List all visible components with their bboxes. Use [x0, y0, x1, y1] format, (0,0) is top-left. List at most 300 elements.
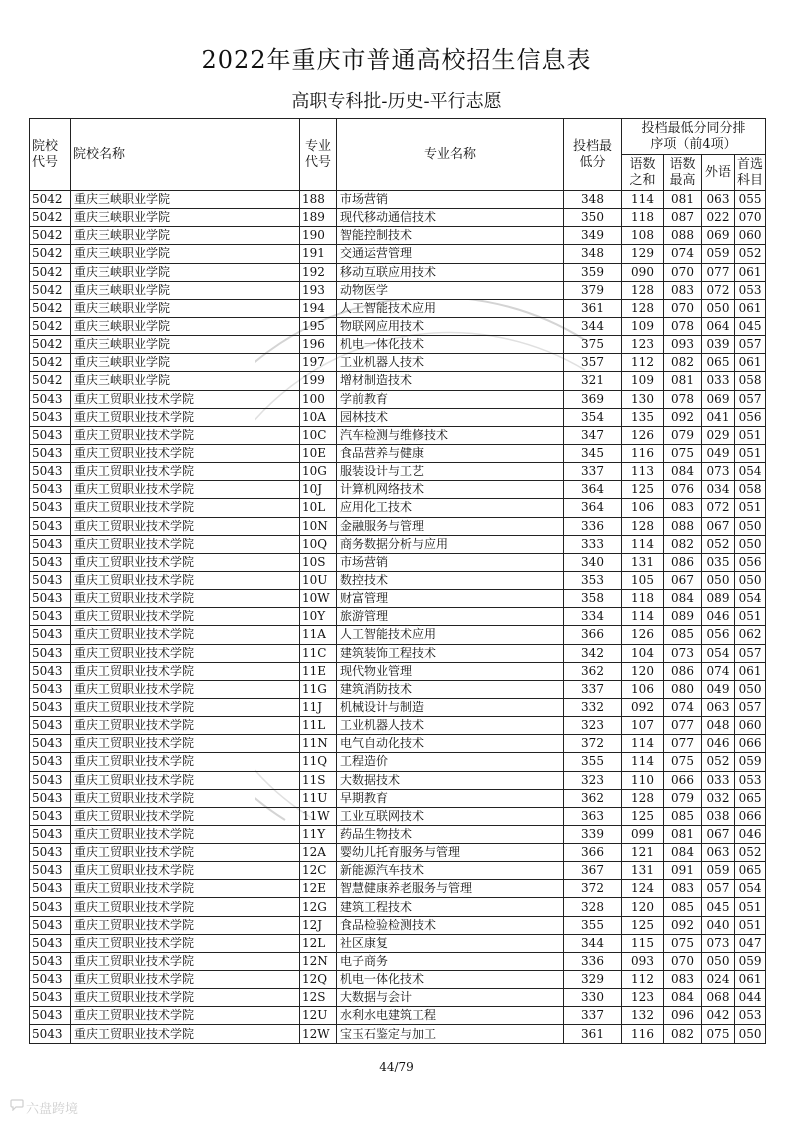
- chn-math-sum-cell: 104: [622, 644, 664, 662]
- min-score-cell: 344: [564, 317, 622, 335]
- chn-math-sum-cell: 124: [622, 880, 664, 898]
- school-code-cell: 5043: [30, 499, 71, 517]
- min-score-cell: 337: [564, 463, 622, 481]
- min-score-cell: 355: [564, 753, 622, 771]
- school-name-cell: 重庆工贸职业技术学院: [71, 880, 300, 898]
- major-code-cell: 11N: [300, 735, 337, 753]
- english-cell: 034: [702, 481, 735, 499]
- chn-math-max-cell: 084: [664, 463, 702, 481]
- major-name-cell: 工业互联网技术: [337, 807, 564, 825]
- major-code-cell: 197: [300, 354, 337, 372]
- table-row: [30, 952, 766, 970]
- chn-math-sum-cell: 125: [622, 916, 664, 934]
- min-score-cell: 347: [564, 426, 622, 444]
- first-subject-cell: 056: [735, 408, 766, 426]
- major-name-cell: 现代物业管理: [337, 662, 564, 680]
- major-code-cell: 10Q: [300, 535, 337, 553]
- chn-math-sum-cell: 126: [622, 626, 664, 644]
- major-name-cell: 人工智能技术应用: [337, 299, 564, 317]
- school-name-cell: 重庆工贸职业技术学院: [71, 789, 300, 807]
- english-cell: 022: [702, 209, 735, 227]
- english-cell: 033: [702, 771, 735, 789]
- first-subject-cell: 061: [735, 299, 766, 317]
- school-name-cell: 重庆工贸职业技术学院: [71, 463, 300, 481]
- chn-math-sum-cell: 109: [622, 317, 664, 335]
- major-name-cell: 应用化工技术: [337, 499, 564, 517]
- first-subject-cell: 056: [735, 553, 766, 571]
- school-name-cell: 重庆工贸职业技术学院: [71, 753, 300, 771]
- table-row: [30, 971, 766, 989]
- major-code-cell: 11L: [300, 717, 337, 735]
- english-cell: 068: [702, 989, 735, 1007]
- school-code-cell: 5042: [30, 317, 71, 335]
- major-name-cell: 数控技术: [337, 571, 564, 589]
- major-name-cell: 婴幼儿托育服务与管理: [337, 844, 564, 862]
- header-school-code: 院校代号: [30, 119, 71, 191]
- school-name-cell: 重庆工贸职业技术学院: [71, 952, 300, 970]
- major-code-cell: 188: [300, 191, 337, 209]
- school-code-cell: 5043: [30, 1025, 71, 1043]
- chn-math-max-cell: 087: [664, 209, 702, 227]
- school-name-cell: 重庆三峡职业学院: [71, 336, 300, 354]
- major-name-cell: 移动互联应用技术: [337, 263, 564, 281]
- chn-math-max-cell: 089: [664, 608, 702, 626]
- major-code-cell: 12N: [300, 952, 337, 970]
- english-cell: 064: [702, 317, 735, 335]
- header-english: 外语: [702, 155, 735, 191]
- major-name-cell: 物联网应用技术: [337, 317, 564, 335]
- school-code-cell: 5043: [30, 571, 71, 589]
- major-code-cell: 12S: [300, 989, 337, 1007]
- major-code-cell: 12C: [300, 862, 337, 880]
- chn-math-max-cell: 079: [664, 789, 702, 807]
- chn-math-max-cell: 083: [664, 281, 702, 299]
- chn-math-sum-cell: 132: [622, 1007, 664, 1025]
- chn-math-sum-cell: 123: [622, 989, 664, 1007]
- chn-math-sum-cell: 105: [622, 571, 664, 589]
- chn-math-max-cell: 085: [664, 626, 702, 644]
- major-name-cell: 金融服务与管理: [337, 517, 564, 535]
- school-code-cell: 5043: [30, 463, 71, 481]
- major-name-cell: 市场营销: [337, 553, 564, 571]
- chn-math-max-cell: 082: [664, 535, 702, 553]
- major-name-cell: 市场营销: [337, 191, 564, 209]
- chn-math-max-cell: 066: [664, 771, 702, 789]
- major-code-cell: 12E: [300, 880, 337, 898]
- first-subject-cell: 054: [735, 590, 766, 608]
- chn-math-sum-cell: 108: [622, 227, 664, 245]
- table-row: [30, 844, 766, 862]
- table-row: [30, 934, 766, 952]
- english-cell: 046: [702, 608, 735, 626]
- major-code-cell: 10A: [300, 408, 337, 426]
- major-code-cell: 12J: [300, 916, 337, 934]
- school-code-cell: 5043: [30, 680, 71, 698]
- major-code-cell: 192: [300, 263, 337, 281]
- first-subject-cell: 054: [735, 880, 766, 898]
- school-name-cell: 重庆工贸职业技术学院: [71, 608, 300, 626]
- chn-math-max-cell: 084: [664, 989, 702, 1007]
- chn-math-max-cell: 070: [664, 299, 702, 317]
- major-code-cell: 10L: [300, 499, 337, 517]
- first-subject-cell: 050: [735, 680, 766, 698]
- school-code-cell: 5043: [30, 408, 71, 426]
- major-name-cell: 早期教育: [337, 789, 564, 807]
- chn-math-max-cell: 084: [664, 844, 702, 862]
- table-row: [30, 825, 766, 843]
- chn-math-sum-cell: 114: [622, 535, 664, 553]
- chn-math-sum-cell: 115: [622, 934, 664, 952]
- chn-math-max-cell: 079: [664, 426, 702, 444]
- min-score-cell: 348: [564, 191, 622, 209]
- table-row: [30, 608, 766, 626]
- english-cell: 089: [702, 590, 735, 608]
- first-subject-cell: 051: [735, 608, 766, 626]
- school-name-cell: 重庆工贸职业技术学院: [71, 444, 300, 462]
- chn-math-max-cell: 077: [664, 717, 702, 735]
- min-score-cell: 350: [564, 209, 622, 227]
- major-name-cell: 智能控制技术: [337, 227, 564, 245]
- table-row: [30, 444, 766, 462]
- school-name-cell: 重庆工贸职业技术学院: [71, 717, 300, 735]
- min-score-cell: 333: [564, 535, 622, 553]
- major-name-cell: 智慧健康养老服务与管理: [337, 880, 564, 898]
- table-row: [30, 517, 766, 535]
- major-code-cell: 194: [300, 299, 337, 317]
- english-cell: 038: [702, 807, 735, 825]
- major-name-cell: 现代移动通信技术: [337, 209, 564, 227]
- major-name-cell: 建筑工程技术: [337, 898, 564, 916]
- chn-math-max-cell: 076: [664, 481, 702, 499]
- english-cell: 039: [702, 336, 735, 354]
- table-row: [30, 1025, 766, 1043]
- chn-math-max-cell: 081: [664, 191, 702, 209]
- english-cell: 074: [702, 662, 735, 680]
- table-row: [30, 735, 766, 753]
- chn-math-sum-cell: 114: [622, 753, 664, 771]
- min-score-cell: 358: [564, 590, 622, 608]
- min-score-cell: 362: [564, 789, 622, 807]
- school-name-cell: 重庆三峡职业学院: [71, 245, 300, 263]
- english-cell: 042: [702, 1007, 735, 1025]
- first-subject-cell: 061: [735, 263, 766, 281]
- english-cell: 069: [702, 390, 735, 408]
- chn-math-max-cell: 078: [664, 390, 702, 408]
- min-score-cell: 339: [564, 825, 622, 843]
- first-subject-cell: 051: [735, 499, 766, 517]
- first-subject-cell: 059: [735, 952, 766, 970]
- chn-math-max-cell: 081: [664, 372, 702, 390]
- first-subject-cell: 047: [735, 934, 766, 952]
- header-major-code: 专业代号: [300, 119, 337, 191]
- chn-math-max-cell: 088: [664, 227, 702, 245]
- school-name-cell: 重庆三峡职业学院: [71, 372, 300, 390]
- chn-math-sum-cell: 114: [622, 735, 664, 753]
- chn-math-sum-cell: 118: [622, 590, 664, 608]
- major-name-cell: 机电一体化技术: [337, 971, 564, 989]
- first-subject-cell: 057: [735, 390, 766, 408]
- major-code-cell: 190: [300, 227, 337, 245]
- major-code-cell: 11G: [300, 680, 337, 698]
- table-row: [30, 535, 766, 553]
- first-subject-cell: 054: [735, 463, 766, 481]
- chn-math-max-cell: 093: [664, 336, 702, 354]
- chn-math-max-cell: 077: [664, 735, 702, 753]
- first-subject-cell: 060: [735, 227, 766, 245]
- chn-math-sum-cell: 128: [622, 517, 664, 535]
- school-name-cell: 重庆工贸职业技术学院: [71, 517, 300, 535]
- chn-math-max-cell: 085: [664, 807, 702, 825]
- chn-math-sum-cell: 125: [622, 807, 664, 825]
- chn-math-max-cell: 096: [664, 1007, 702, 1025]
- chn-math-max-cell: 070: [664, 952, 702, 970]
- english-cell: 033: [702, 372, 735, 390]
- school-code-cell: 5043: [30, 971, 71, 989]
- school-code-cell: 5043: [30, 880, 71, 898]
- chn-math-sum-cell: 110: [622, 771, 664, 789]
- major-code-cell: 11Y: [300, 825, 337, 843]
- school-name-cell: 重庆工贸职业技术学院: [71, 934, 300, 952]
- first-subject-cell: 070: [735, 209, 766, 227]
- school-code-cell: 5043: [30, 952, 71, 970]
- watermark-text: 六盘跨境: [26, 1102, 79, 1117]
- major-code-cell: 10C: [300, 426, 337, 444]
- min-score-cell: 366: [564, 844, 622, 862]
- chn-math-max-cell: 074: [664, 698, 702, 716]
- chn-math-max-cell: 083: [664, 880, 702, 898]
- first-subject-cell: 058: [735, 481, 766, 499]
- school-code-cell: 5043: [30, 1007, 71, 1025]
- english-cell: 056: [702, 626, 735, 644]
- major-code-cell: 11W: [300, 807, 337, 825]
- chn-math-sum-cell: 128: [622, 299, 664, 317]
- min-score-cell: 329: [564, 971, 622, 989]
- first-subject-cell: 044: [735, 989, 766, 1007]
- chn-math-sum-cell: 099: [622, 825, 664, 843]
- min-score-cell: 334: [564, 608, 622, 626]
- major-code-cell: 11A: [300, 626, 337, 644]
- english-cell: 059: [702, 862, 735, 880]
- chn-math-sum-cell: 120: [622, 898, 664, 916]
- first-subject-cell: 051: [735, 898, 766, 916]
- english-cell: 035: [702, 553, 735, 571]
- major-code-cell: 11S: [300, 771, 337, 789]
- school-code-cell: 5043: [30, 698, 71, 716]
- table-row: [30, 263, 766, 281]
- school-code-cell: 5043: [30, 989, 71, 1007]
- english-cell: 049: [702, 444, 735, 462]
- school-code-cell: 5042: [30, 191, 71, 209]
- min-score-cell: 330: [564, 989, 622, 1007]
- school-code-cell: 5043: [30, 426, 71, 444]
- table-row: [30, 336, 766, 354]
- english-cell: 050: [702, 952, 735, 970]
- chn-math-max-cell: 092: [664, 916, 702, 934]
- min-score-cell: 362: [564, 662, 622, 680]
- major-code-cell: 199: [300, 372, 337, 390]
- chn-math-sum-cell: 116: [622, 444, 664, 462]
- english-cell: 067: [702, 825, 735, 843]
- school-name-cell: 重庆工贸职业技术学院: [71, 971, 300, 989]
- min-score-cell: 372: [564, 880, 622, 898]
- school-name-cell: 重庆工贸职业技术学院: [71, 426, 300, 444]
- chn-math-max-cell: 086: [664, 553, 702, 571]
- school-code-cell: 5043: [30, 789, 71, 807]
- major-name-cell: 机械设计与制造: [337, 698, 564, 716]
- table-row: [30, 408, 766, 426]
- school-code-cell: 5042: [30, 245, 71, 263]
- english-cell: 054: [702, 644, 735, 662]
- major-code-cell: 10U: [300, 571, 337, 589]
- major-code-cell: 10J: [300, 481, 337, 499]
- table-row: [30, 354, 766, 372]
- chn-math-sum-cell: 106: [622, 680, 664, 698]
- chn-math-max-cell: 082: [664, 354, 702, 372]
- major-name-cell: 电气自动化技术: [337, 735, 564, 753]
- first-subject-cell: 045: [735, 317, 766, 335]
- school-name-cell: 重庆工贸职业技术学院: [71, 408, 300, 426]
- chn-math-sum-cell: 114: [622, 191, 664, 209]
- table-row: [30, 680, 766, 698]
- school-code-cell: 5043: [30, 934, 71, 952]
- min-score-cell: 372: [564, 735, 622, 753]
- chn-math-max-cell: 081: [664, 825, 702, 843]
- major-name-cell: 汽车检测与维修技术: [337, 426, 564, 444]
- chn-math-max-cell: 070: [664, 263, 702, 281]
- chn-math-max-cell: 084: [664, 590, 702, 608]
- table-row: [30, 717, 766, 735]
- school-name-cell: 重庆工贸职业技术学院: [71, 916, 300, 934]
- table-row: [30, 771, 766, 789]
- chn-math-max-cell: 074: [664, 245, 702, 263]
- major-name-cell: 旅游管理: [337, 608, 564, 626]
- table-row: [30, 191, 766, 209]
- header-chn-math-max: 语数最高: [664, 155, 702, 191]
- major-name-cell: 建筑消防技术: [337, 680, 564, 698]
- school-code-cell: 5042: [30, 263, 71, 281]
- min-score-cell: 355: [564, 916, 622, 934]
- school-code-cell: 5043: [30, 535, 71, 553]
- chn-math-sum-cell: 120: [622, 662, 664, 680]
- school-code-cell: 5043: [30, 898, 71, 916]
- table-row: [30, 698, 766, 716]
- english-cell: 050: [702, 571, 735, 589]
- first-subject-cell: 050: [735, 535, 766, 553]
- school-name-cell: 重庆工贸职业技术学院: [71, 626, 300, 644]
- table-row: [30, 662, 766, 680]
- school-code-cell: 5042: [30, 209, 71, 227]
- chn-math-max-cell: 067: [664, 571, 702, 589]
- major-name-cell: 工程造价: [337, 753, 564, 771]
- first-subject-cell: 062: [735, 626, 766, 644]
- min-score-cell: 342: [564, 644, 622, 662]
- first-subject-cell: 061: [735, 971, 766, 989]
- table-row: [30, 644, 766, 662]
- page-number: 44/79: [379, 1060, 414, 1074]
- school-code-cell: 5043: [30, 517, 71, 535]
- chn-math-max-cell: 075: [664, 444, 702, 462]
- school-code-cell: 5042: [30, 299, 71, 317]
- school-name-cell: 重庆工贸职业技术学院: [71, 898, 300, 916]
- table-row: [30, 807, 766, 825]
- header-chn-math-sum: 语数之和: [622, 155, 664, 191]
- table-row: [30, 499, 766, 517]
- english-cell: 048: [702, 717, 735, 735]
- chn-math-sum-cell: 128: [622, 281, 664, 299]
- major-name-cell: 增材制造技术: [337, 372, 564, 390]
- chn-math-sum-cell: 121: [622, 844, 664, 862]
- english-cell: 045: [702, 898, 735, 916]
- english-cell: 029: [702, 426, 735, 444]
- major-name-cell: 药品生物技术: [337, 825, 564, 843]
- first-subject-cell: 057: [735, 698, 766, 716]
- english-cell: 052: [702, 535, 735, 553]
- major-name-cell: 人工智能技术应用: [337, 626, 564, 644]
- school-name-cell: 重庆工贸职业技术学院: [71, 590, 300, 608]
- table-row: [30, 753, 766, 771]
- english-cell: 041: [702, 408, 735, 426]
- table-row: [30, 317, 766, 335]
- school-name-cell: 重庆工贸职业技术学院: [71, 735, 300, 753]
- first-subject-cell: 055: [735, 191, 766, 209]
- table-row: [30, 880, 766, 898]
- min-score-cell: 375: [564, 336, 622, 354]
- first-subject-cell: 053: [735, 281, 766, 299]
- min-score-cell: 337: [564, 1007, 622, 1025]
- major-code-cell: 10G: [300, 463, 337, 481]
- school-code-cell: 5043: [30, 608, 71, 626]
- major-name-cell: 宝玉石鉴定与加工: [337, 1025, 564, 1043]
- chn-math-max-cell: 088: [664, 517, 702, 535]
- major-name-cell: 财富管理: [337, 590, 564, 608]
- min-score-cell: 379: [564, 281, 622, 299]
- header-major-name: 专业名称: [337, 119, 564, 191]
- english-cell: 069: [702, 227, 735, 245]
- table-row: [30, 862, 766, 880]
- school-code-cell: 5042: [30, 227, 71, 245]
- english-cell: 063: [702, 698, 735, 716]
- english-cell: 063: [702, 191, 735, 209]
- chn-math-sum-cell: 118: [622, 209, 664, 227]
- first-subject-cell: 046: [735, 825, 766, 843]
- chn-math-sum-cell: 114: [622, 608, 664, 626]
- school-code-cell: 5042: [30, 281, 71, 299]
- major-code-cell: 189: [300, 209, 337, 227]
- english-cell: 049: [702, 680, 735, 698]
- chn-math-sum-cell: 090: [622, 263, 664, 281]
- chn-math-max-cell: 082: [664, 1025, 702, 1043]
- chn-math-max-cell: 078: [664, 317, 702, 335]
- table-row: [30, 553, 766, 571]
- min-score-cell: 336: [564, 952, 622, 970]
- first-subject-cell: 050: [735, 517, 766, 535]
- major-code-cell: 10Y: [300, 608, 337, 626]
- min-score-cell: 353: [564, 571, 622, 589]
- major-name-cell: 水利水电建筑工程: [337, 1007, 564, 1025]
- major-code-cell: 12G: [300, 898, 337, 916]
- school-code-cell: 5043: [30, 862, 71, 880]
- first-subject-cell: 051: [735, 444, 766, 462]
- english-cell: 073: [702, 463, 735, 481]
- chn-math-max-cell: 075: [664, 934, 702, 952]
- major-name-cell: 动物医学: [337, 281, 564, 299]
- english-cell: 075: [702, 1025, 735, 1043]
- first-subject-cell: 052: [735, 245, 766, 263]
- header-school-name: 院校名称: [71, 119, 300, 191]
- first-subject-cell: 053: [735, 1007, 766, 1025]
- header-first-subject: 首选科目: [735, 155, 766, 191]
- school-name-cell: 重庆工贸职业技术学院: [71, 499, 300, 517]
